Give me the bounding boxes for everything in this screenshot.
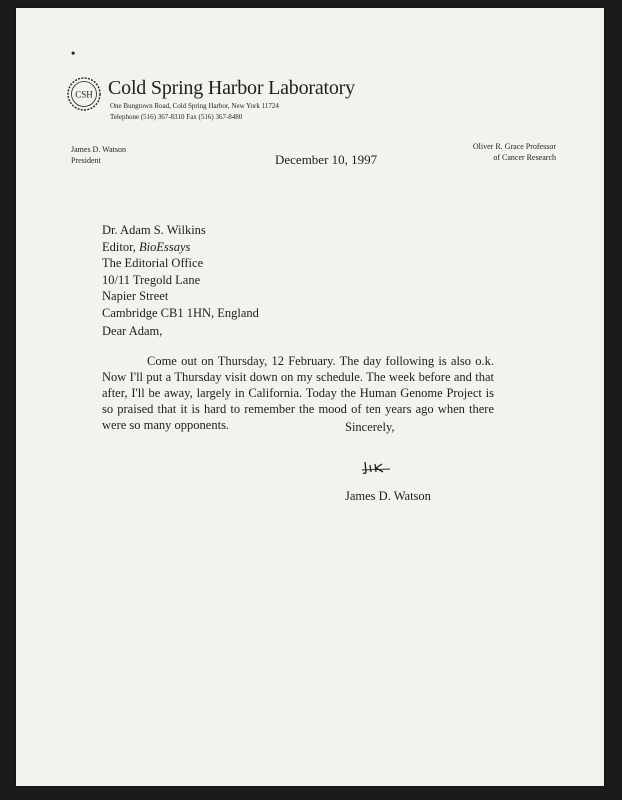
letter-date: December 10, 1997 <box>275 152 378 167</box>
organization-phone: Telephone (516) 367-8310 Fax (516) 367-8480 <box>110 113 243 121</box>
recipient-role: Editor, <box>102 239 139 254</box>
recipient-line-5: Napier Street <box>102 289 169 303</box>
letter-page <box>16 8 604 786</box>
professorship-header <box>473 141 556 163</box>
professorship-line-2: of Cancer Research <box>493 153 556 162</box>
sender-header <box>71 144 126 166</box>
signature-icon <box>360 456 396 476</box>
recipient-address <box>102 222 259 321</box>
csh-logo-icon <box>66 76 102 112</box>
salutation: Dear Adam, <box>102 324 163 338</box>
recipient-line-3: The Editorial Office <box>102 256 204 270</box>
recipient-line-4: 10/11 Tregold Lane <box>102 272 201 287</box>
recipient-line-1: Dr. Adam S. Wilkins <box>102 223 206 237</box>
letter-body: Come out on Thursday, 12 February. The day following is also o.k. Now I'll put a Thursday visit down on my schedule. The week before and that after, I'll be away, largely in California. Today the Human Genome Project is so praised that it is hard to remember the mood of ten years ago when there were so many opponents. <box>102 354 494 432</box>
recipient-line-2 <box>102 239 259 256</box>
signer-name: James D. Watson <box>345 489 431 503</box>
recipient-line-6: Cambridge CB1 1HN, England <box>102 305 259 320</box>
organization-name: Cold Spring Harbor Laboratory <box>108 77 355 99</box>
journal-name: BioEssays <box>139 239 191 254</box>
sender-title: President <box>71 156 101 165</box>
logo-text: CSH <box>75 89 93 100</box>
ink-mark: • <box>71 46 76 60</box>
organization-address: One Bungtown Road, Cold Spring Harbor, New York 11724 <box>110 102 279 110</box>
sender-name: James D. Watson <box>71 145 126 154</box>
closing: Sincerely, <box>345 420 395 434</box>
professorship-line-1: Oliver R. Grace Professor <box>472 142 556 151</box>
